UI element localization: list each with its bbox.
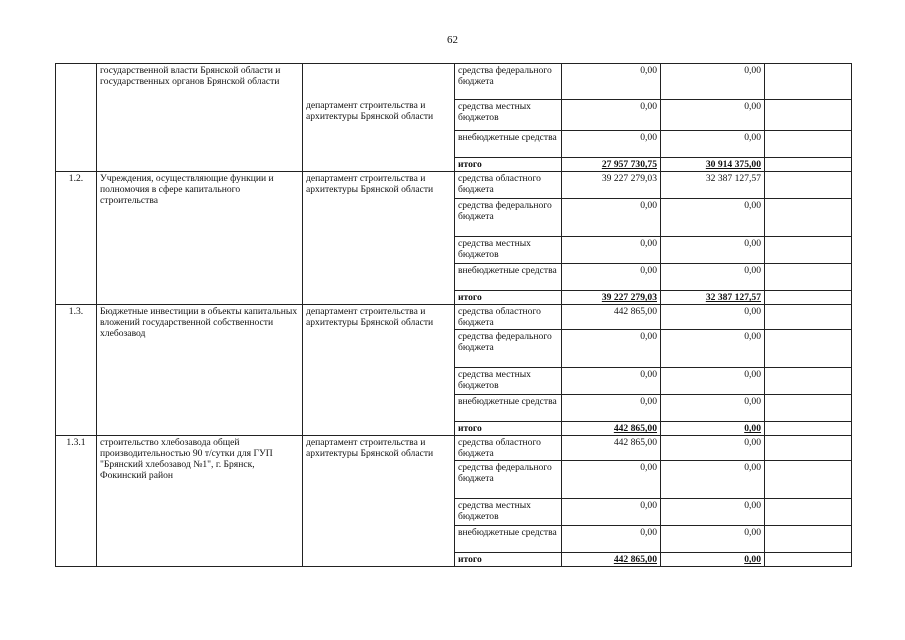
item-number: [56, 64, 97, 172]
item-name: Учреждения, осуществляющие функции и полномочия в сфере капитального строительства: [97, 172, 303, 305]
responsible-department-cell: [303, 305, 455, 436]
amount-year-1: 0,00: [562, 264, 661, 291]
responsible-department: департамент строительства и архитектуры Брянской области: [306, 306, 434, 328]
amount-year-1: 0,00: [562, 100, 661, 131]
empty-cell: [765, 526, 852, 553]
amount-year-1: 0,00: [562, 499, 661, 526]
empty-cell: [765, 64, 852, 100]
amount-year-1: 0,00: [562, 461, 661, 499]
amount-year-1: 0,00: [562, 526, 661, 553]
funding-source: средства федерального бюджета: [455, 461, 562, 499]
empty-cell: [765, 264, 852, 291]
amount-year-2: 0,00: [661, 499, 765, 526]
table-row: [56, 436, 852, 461]
funding-source: средства областного бюджета: [455, 305, 562, 330]
funding-source: внебюджетные средства: [455, 526, 562, 553]
amount-year-2: 0,00: [661, 422, 765, 436]
empty-cell: [765, 237, 852, 264]
amount-year-1: 0,00: [562, 64, 661, 100]
responsible-department-cell: [303, 64, 455, 172]
empty-cell: [765, 553, 852, 567]
amount-year-1: 0,00: [562, 330, 661, 368]
responsible-department-cell: [303, 436, 455, 567]
empty-cell: [765, 199, 852, 237]
item-name: строительство хлебозавода общей производительностью 90 т/сутки для ГУП "Брянский хлебозавод №1", г. Брянск, Фокинский район: [97, 436, 303, 567]
item-name: государственной власти Брянской области и государственных органов Брянской области: [97, 64, 303, 172]
amount-year-2: 32 387 127,57: [661, 172, 765, 199]
funding-source: внебюджетные средства: [455, 264, 562, 291]
funding-source: итого: [455, 422, 562, 436]
table-row: [56, 305, 852, 330]
responsible-department: департамент строительства и архитектуры Брянской области: [306, 100, 434, 122]
empty-cell: [765, 131, 852, 158]
amount-year-2: 0,00: [661, 264, 765, 291]
amount-year-2: 0,00: [661, 395, 765, 422]
amount-year-2: 0,00: [661, 330, 765, 368]
responsible-department-cell: [303, 172, 455, 305]
amount-year-2: 0,00: [661, 131, 765, 158]
amount-year-1: 442 865,00: [562, 553, 661, 567]
funding-source: средства местных бюджетов: [455, 100, 562, 131]
funding-source: средства федерального бюджета: [455, 64, 562, 100]
page-number: 62: [447, 34, 458, 46]
table-row: [56, 172, 852, 199]
amount-year-1: 442 865,00: [562, 436, 661, 461]
empty-cell: [765, 422, 852, 436]
item-number: 1.3.: [56, 305, 97, 436]
empty-cell: [765, 499, 852, 526]
item-number: 1.3.1: [56, 436, 97, 567]
table-row: [56, 64, 852, 100]
amount-year-2: 0,00: [661, 436, 765, 461]
empty-cell: [765, 395, 852, 422]
amount-year-1: 442 865,00: [562, 422, 661, 436]
amount-year-2: 32 387 127,57: [661, 291, 765, 305]
empty-cell: [765, 461, 852, 499]
amount-year-2: 30 914 375,00: [661, 158, 765, 172]
amount-year-2: 0,00: [661, 100, 765, 131]
empty-cell: [765, 305, 852, 330]
amount-year-2: 0,00: [661, 64, 765, 100]
budget-table: [55, 63, 852, 567]
funding-source: средства федерального бюджета: [455, 199, 562, 237]
funding-source: внебюджетные средства: [455, 131, 562, 158]
amount-year-1: 0,00: [562, 237, 661, 264]
funding-source: итого: [455, 553, 562, 567]
empty-cell: [765, 172, 852, 199]
empty-cell: [765, 100, 852, 131]
empty-cell: [765, 330, 852, 368]
empty-cell: [765, 291, 852, 305]
funding-source: средства местных бюджетов: [455, 499, 562, 526]
amount-year-2: 0,00: [661, 237, 765, 264]
funding-source: средства местных бюджетов: [455, 368, 562, 395]
funding-source: средства местных бюджетов: [455, 237, 562, 264]
amount-year-2: 0,00: [661, 199, 765, 237]
funding-source: средства областного бюджета: [455, 172, 562, 199]
empty-cell: [765, 368, 852, 395]
funding-source: итого: [455, 158, 562, 172]
amount-year-2: 0,00: [661, 553, 765, 567]
amount-year-1: 0,00: [562, 199, 661, 237]
responsible-department: департамент строительства и архитектуры Брянской области: [306, 437, 434, 459]
funding-source: средства областного бюджета: [455, 436, 562, 461]
amount-year-1: 0,00: [562, 395, 661, 422]
funding-source: средства федерального бюджета: [455, 330, 562, 368]
empty-cell: [765, 436, 852, 461]
funding-source: внебюджетные средства: [455, 395, 562, 422]
amount-year-1: 442 865,00: [562, 305, 661, 330]
responsible-department: департамент строительства и архитектуры Брянской области: [306, 173, 434, 195]
item-number: 1.2.: [56, 172, 97, 305]
amount-year-2: 0,00: [661, 305, 765, 330]
item-name: Бюджетные инвестиции в объекты капитальных вложений государственной собственности хлебозавод: [97, 305, 303, 436]
amount-year-1: 0,00: [562, 368, 661, 395]
amount-year-2: 0,00: [661, 368, 765, 395]
amount-year-2: 0,00: [661, 526, 765, 553]
amount-year-1: 39 227 279,03: [562, 172, 661, 199]
amount-year-1: 39 227 279,03: [562, 291, 661, 305]
funding-source: итого: [455, 291, 562, 305]
amount-year-1: 0,00: [562, 131, 661, 158]
empty-cell: [765, 158, 852, 172]
amount-year-2: 0,00: [661, 461, 765, 499]
amount-year-1: 27 957 730,75: [562, 158, 661, 172]
